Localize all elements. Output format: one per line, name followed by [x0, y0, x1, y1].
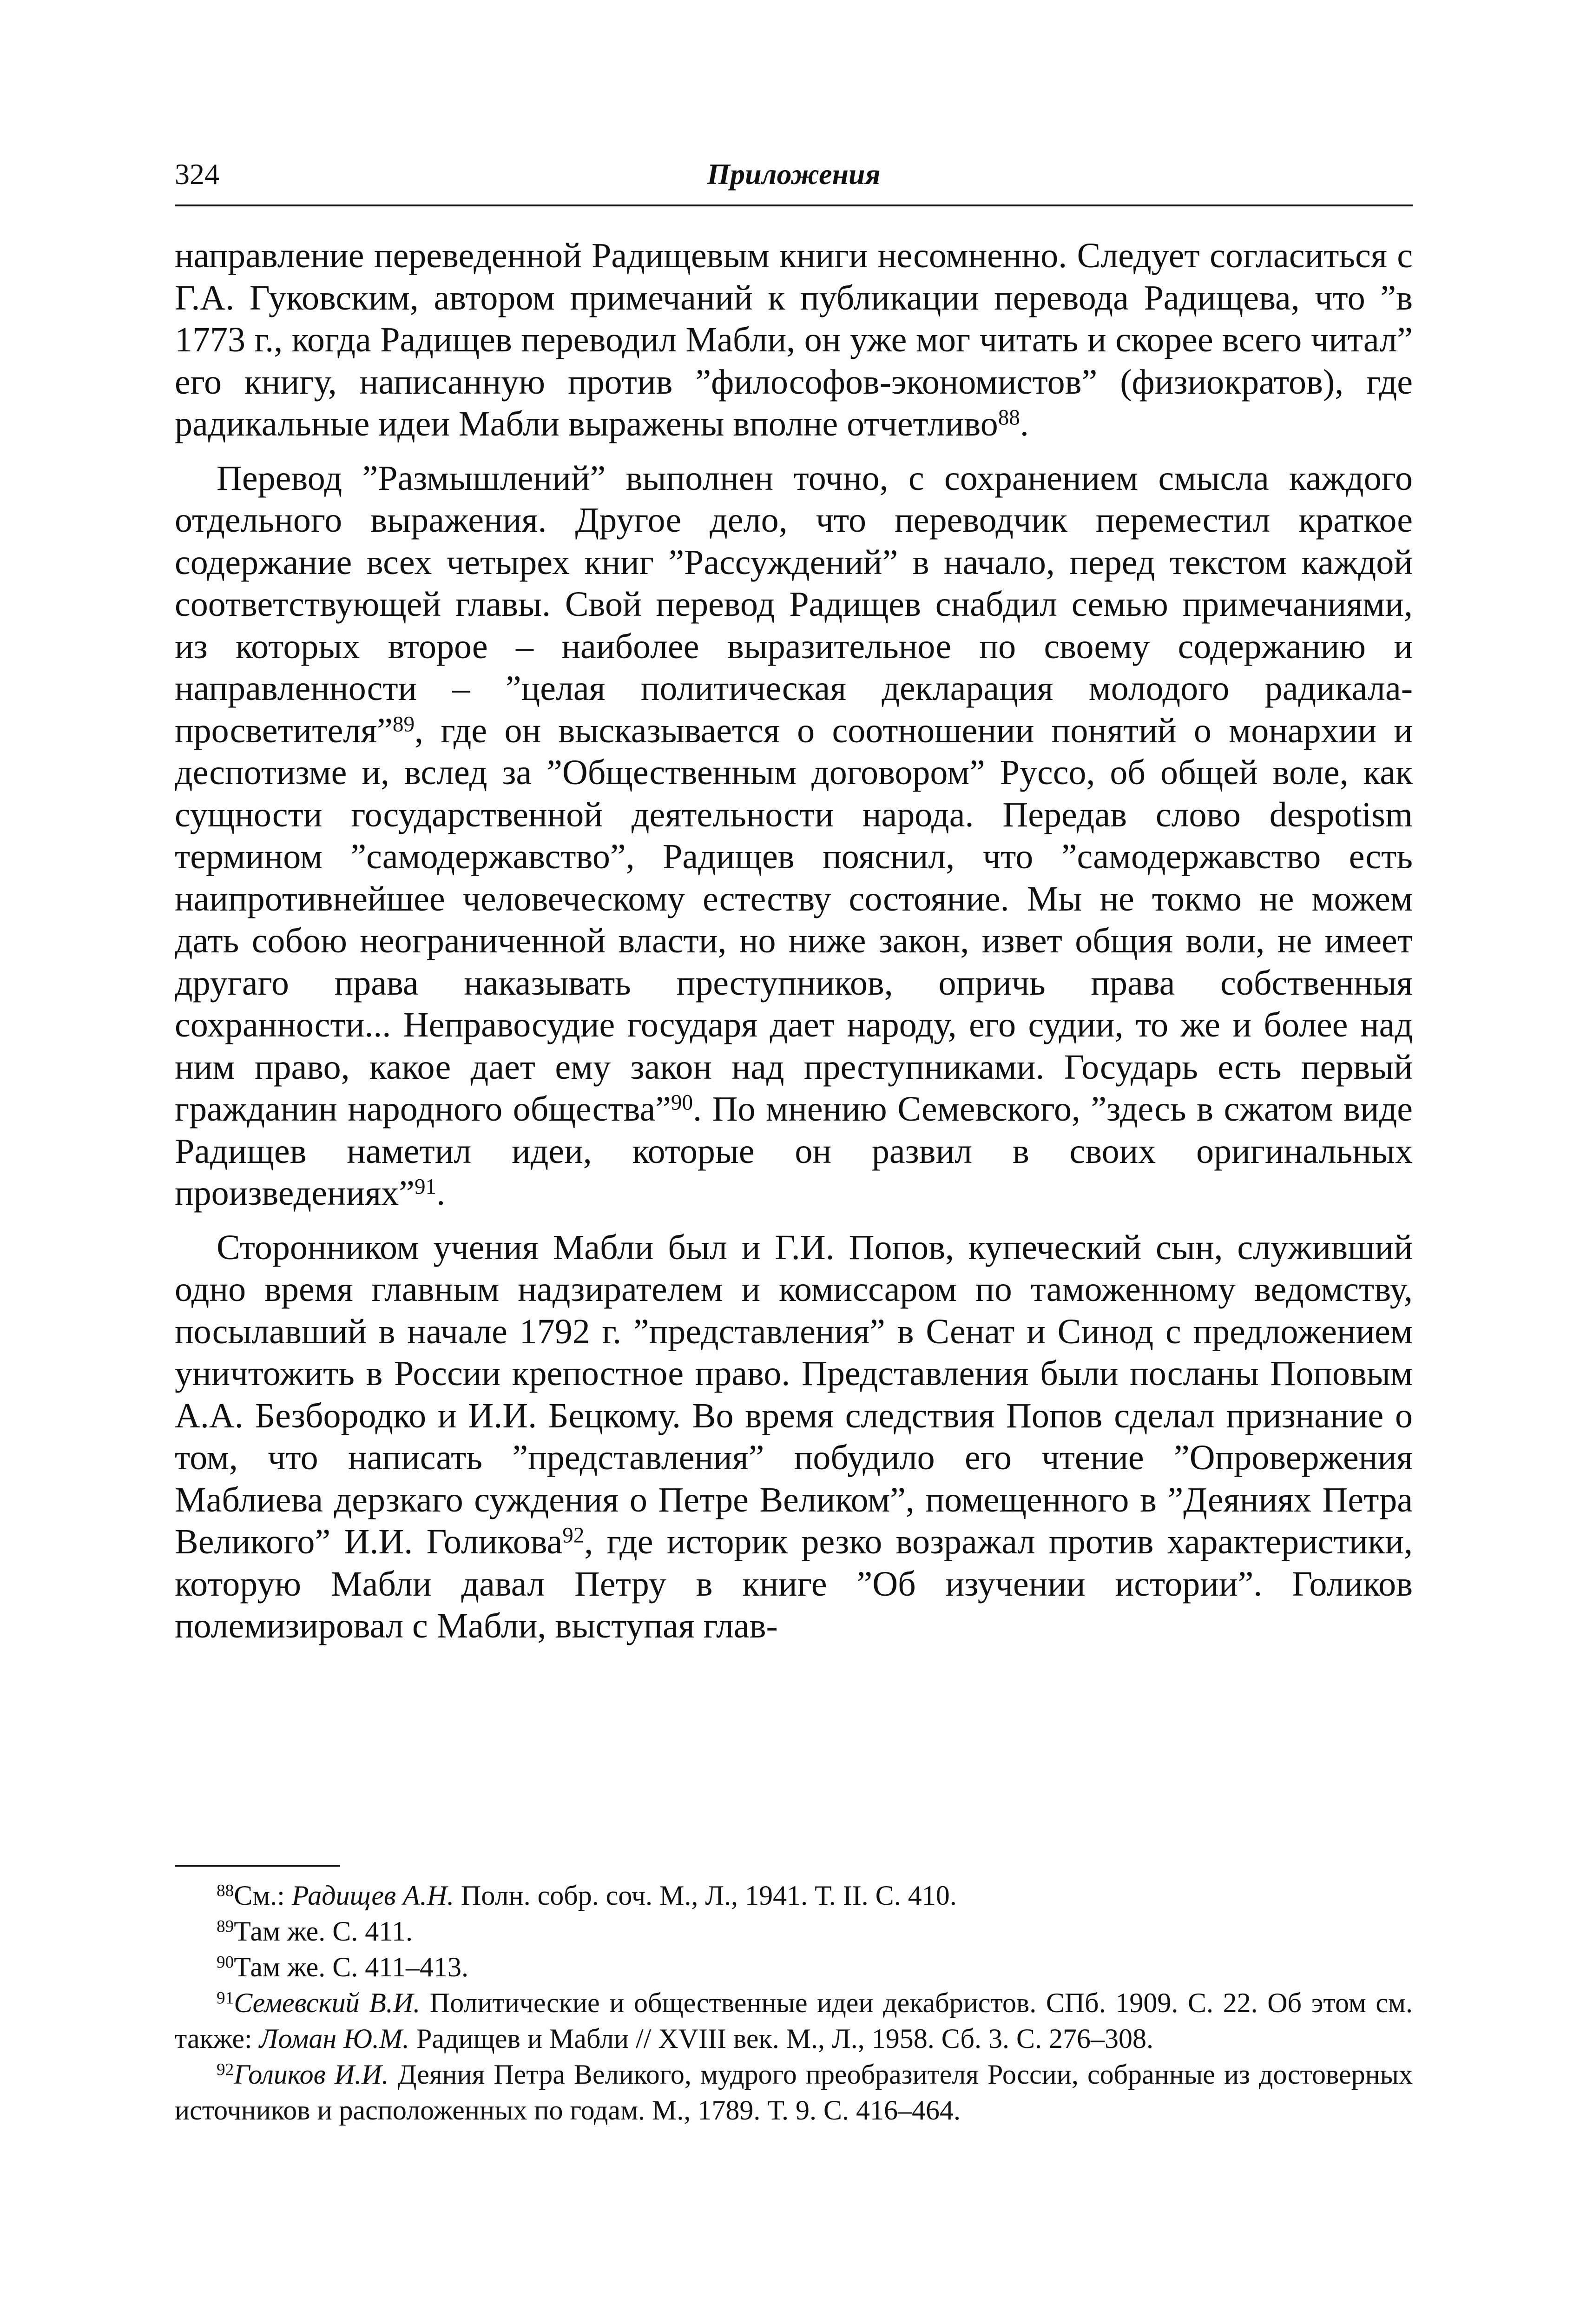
footnote-ref-89: 89: [392, 712, 415, 736]
footnote-90: $^{90}$Там же. С. 411–413.: [217, 1952, 469, 1982]
footnote-ref-91: 91: [414, 1175, 437, 1199]
main-text: [175, 235, 1413, 1647]
footnote-92: $^{92}$Голиков И.И. Деяния Петра Великого, мудрого преобразителя России, собранные из достоверных источников и расположенных по годам. М., 1789. Т. 9. С. 416–464.: [175, 2059, 1413, 2126]
page-number: 324: [175, 158, 219, 191]
running-title: Приложения: [707, 158, 881, 191]
footnote-91: $^{91}$Семевский В.И. Политические и общественные идеи декабристов. СПб. 1909. С. 22. Об этом см. также: Ломан Ю.М. Радищев и Мабли // XVIII век. М., Л., 1958. Сб. 3. С. 276–308.: [175, 1987, 1413, 2054]
page-header: [175, 153, 1413, 206]
footnote-88: $^{88}$См.: Радищев А.Н. Полн. собр. соч. М., Л., 1941. Т. II. С. 410.: [217, 1880, 957, 1911]
footnote-separator: [175, 1865, 340, 1867]
footnotes: [175, 1878, 1413, 2128]
footnote-ref-88: 88: [998, 405, 1020, 430]
footnote-ref-90: 90: [671, 1090, 693, 1115]
footnote-ref-92: 92: [562, 1523, 585, 1548]
paragraph-1: направление переведенной Радищевым книги несомненно. Следует согласиться с Г.А. Гуковским, автором примечаний к публикации перевода Радищева, что ”в 1773 г., когда Радищев переводил Мабли, он уже мог читать и скорее всего читал” его книгу, написанную против ”философов-экономистов” (физиократов), где радикальные идеи Мабли выражены вполне отчетливо$^{88}$.: [175, 236, 1413, 443]
paragraph-2: Перевод ”Размышлений” выполнен точно, с сохранением смысла каждого отдельного выражения. Другое дело, что переводчик переместил краткое содержание всех четырех книг ”Рассуждений” в начало, перед текстом каждой соответствующей главы. Свой перевод Радищев снабдил семью примечаниями, из которых второе – наиболее выразительное по своему содержанию и направленности – ”целая политическая декларация молодого радикала-просветителя”$^{89}$, где он высказывается о соотношении понятий о монархии и деспотизме и, вслед за ”Общественным договором” Руссо, об общей воле, как сущности государственной деятельности народа. Передав слово despotism термином ”самодержавство”, Радищев пояснил, что ”самодержавство есть наипротивнейшее человеческому естеству состояние. Мы не токмо не можем дать собою неограниченной власти, но ниже закон, извет общия воли, не имеет другаго права наказывать преступников, опричь права собственныя сохранности... Неправосудие государя дает народу, его судии, то же и более над ним право, какое дает ему закон над преступниками. Государь есть первый гражданин народного общества”$^{90}$. По мнению Семевского, ”здесь в сжатом виде Радищев наметил идеи, которые он развил в своих оригинальных произведениях”$^{91}$.: [175, 458, 1413, 1213]
footnote-89: $^{89}$Там же. С. 411.: [217, 1916, 413, 1947]
paragraph-3: Сторонником учения Мабли был и Г.И. Попов, купеческий сын, служивший одно время главным надзирателем и комиссаром по таможенному ведомству, посылавший в начале 1792 г. ”представления” в Сенат и Синод с предложением уничтожить в России крепостное право. Представления были посланы Поповым А.А. Безбородко и И.И. Бецкому. Во время следствия Попов сделал признание о том, что написать ”представления” побудило его чтение ”Опровержения Маблиева дерзкаго суждения о Петре Великом”, помещенного в ”Деяниях Петра Великого” И.И. Голикова$^{92}$, где историк резко возражал против характеристики, которую Мабли давал Петру в книге ”Об изучении истории”. Голиков полемизировал с Мабли, выступая глав-: [175, 1228, 1413, 1645]
